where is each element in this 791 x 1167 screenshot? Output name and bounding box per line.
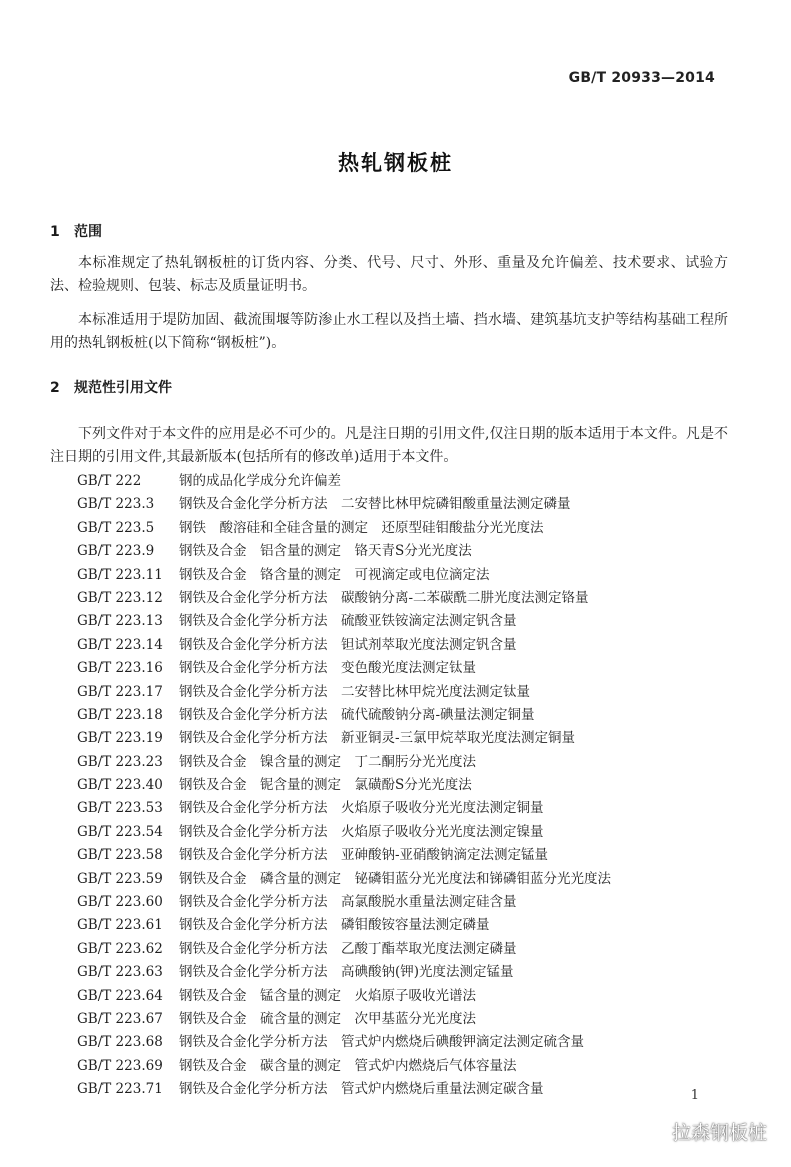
reference-title: 钢铁及合金 铬含量的测定 可视滴定或电位滴定法 xyxy=(179,566,490,583)
reference-item xyxy=(77,493,727,516)
reference-title: 钢铁及合金 磷含量的测定 铋磷钼蓝分光光度法和锑磷钼蓝分光光度法 xyxy=(179,870,611,887)
reference-code: GB/T 223.18 xyxy=(77,706,163,723)
reference-code: GB/T 223.71 xyxy=(77,1081,163,1098)
reference-title: 钢铁及合金化学分析方法 硫酸亚铁铵滴定法测定钒含量 xyxy=(179,613,517,630)
reference-title: 钢铁及合金化学分析方法 火焰原子吸收分光光度法测定铜量 xyxy=(179,800,544,817)
reference-title: 钢铁及合金化学分析方法 二安替比林甲烷磷钼酸重量法测定磷量 xyxy=(179,496,571,513)
section-1-number: 1 xyxy=(50,224,60,240)
reference-item xyxy=(77,470,727,493)
reference-code: GB/T 223.9 xyxy=(77,543,155,560)
reference-code: GB/T 223.54 xyxy=(77,823,163,840)
reference-title: 钢铁及合金化学分析方法 亚砷酸钠-亚硝酸钠滴定法测定锰量 xyxy=(179,847,549,864)
reference-item xyxy=(77,774,727,797)
reference-code: GB/T 223.40 xyxy=(77,777,163,794)
watermark-text: 拉森钢板桩 xyxy=(671,1122,767,1144)
reference-title: 钢铁及合金 锰含量的测定 火焰原子吸收光谱法 xyxy=(179,987,476,1004)
reference-title: 钢铁 酸溶硅和全硅含量的测定 还原型硅钼酸盐分光光度法 xyxy=(179,519,544,536)
reference-item xyxy=(77,517,727,540)
section-2-number: 2 xyxy=(50,380,60,396)
reference-code: GB/T 223.58 xyxy=(77,847,163,864)
reference-code: GB/T 223.67 xyxy=(77,1010,163,1027)
reference-item xyxy=(77,751,727,774)
reference-title: 钢铁及合金化学分析方法 高氯酸脱水重量法测定硅含量 xyxy=(179,894,517,911)
reference-item xyxy=(77,610,727,633)
reference-code: GB/T 223.19 xyxy=(77,730,163,747)
reference-title: 钢铁及合金化学分析方法 新亚铜灵-三氯甲烷萃取光度法测定铜量 xyxy=(179,730,576,747)
reference-item xyxy=(77,704,727,727)
reference-title: 钢铁及合金 镍含量的测定 丁二酮肟分光光度法 xyxy=(179,753,476,770)
reference-code: GB/T 223.60 xyxy=(77,894,163,911)
reference-code: GB/T 223.62 xyxy=(77,940,163,957)
reference-item xyxy=(77,844,727,867)
reference-code: GB/T 222 xyxy=(77,473,142,489)
section-2-title: 规范性引用文件 xyxy=(74,380,172,396)
reference-item xyxy=(77,727,727,750)
section-1-paragraph-1: 本标准规定了热轧钢板桩的订货内容、分类、代号、尺寸、外形、重量及允许偏差、技术要求、试验方法、检验规则、包装、标志及质量证明书。 xyxy=(50,255,728,294)
page-number: 1 xyxy=(690,1088,699,1103)
reference-item xyxy=(77,1031,727,1054)
section-1-heading xyxy=(50,221,102,241)
reference-item xyxy=(77,961,727,984)
standard-code: GB/T 20933—2014 xyxy=(568,70,715,86)
reference-code: GB/T 223.59 xyxy=(77,870,163,887)
section-2-heading xyxy=(50,377,172,397)
reference-item xyxy=(77,891,727,914)
reference-title: 钢铁及合金 碳含量的测定 管式炉内燃烧后气体容量法 xyxy=(179,1057,517,1074)
reference-title: 钢铁及合金化学分析方法 钽试剂萃取光度法测定钒含量 xyxy=(179,636,517,653)
reference-code: GB/T 223.61 xyxy=(77,917,163,934)
reference-code: GB/T 223.23 xyxy=(77,753,163,770)
reference-item xyxy=(77,868,727,891)
section-1-title: 范围 xyxy=(74,224,102,240)
reference-list xyxy=(77,470,727,1102)
reference-title: 钢铁及合金 铝含量的测定 铬天青S分光光度法 xyxy=(179,543,472,560)
reference-item xyxy=(77,938,727,961)
reference-code: GB/T 223.16 xyxy=(77,660,163,677)
reference-code: GB/T 223.3 xyxy=(77,496,155,513)
reference-title: 钢铁及合金 硫含量的测定 次甲基蓝分光光度法 xyxy=(179,1010,476,1027)
reference-code: GB/T 223.68 xyxy=(77,1034,163,1051)
reference-item xyxy=(77,1008,727,1031)
reference-code: GB/T 223.14 xyxy=(77,636,163,653)
reference-item xyxy=(77,797,727,820)
reference-code: GB/T 223.69 xyxy=(77,1057,163,1074)
reference-title: 钢铁及合金化学分析方法 碳酸钠分离-二苯碳酰二肼光度法测定铬量 xyxy=(179,589,589,606)
reference-item xyxy=(77,587,727,610)
reference-title: 钢铁及合金化学分析方法 乙酸丁酯萃取光度法测定磷量 xyxy=(179,940,517,957)
reference-item xyxy=(77,985,727,1008)
reference-item xyxy=(77,564,727,587)
reference-title: 钢铁及合金化学分析方法 管式炉内燃烧后重量法测定碳含量 xyxy=(179,1081,544,1098)
section-2-intro: 下列文件对于本文件的应用是必不可少的。凡是注日期的引用文件,仅注日期的版本适用于本文件。凡是不注日期的引用文件,其最新版本(包括所有的修改单)适用于本文件。 xyxy=(50,426,728,465)
reference-title: 钢的成品化学成分允许偏差 xyxy=(179,473,341,489)
reference-code: GB/T 223.53 xyxy=(77,800,163,817)
reference-code: GB/T 223.12 xyxy=(77,589,163,606)
reference-item xyxy=(77,634,727,657)
reference-item xyxy=(77,1055,727,1078)
watermark xyxy=(638,1118,767,1145)
reference-title: 钢铁及合金 铌含量的测定 氯磺酚S分光光度法 xyxy=(179,777,472,794)
reference-code: GB/T 223.64 xyxy=(77,987,163,1004)
reference-title: 钢铁及合金化学分析方法 变色酸光度法测定钛量 xyxy=(179,660,476,677)
wechat-icon xyxy=(638,1121,664,1143)
reference-code: GB/T 223.17 xyxy=(77,683,163,700)
reference-item xyxy=(77,540,727,563)
reference-code: GB/T 223.63 xyxy=(77,964,163,981)
reference-title: 钢铁及合金化学分析方法 二安替比林甲烷光度法测定钛量 xyxy=(179,683,530,700)
reference-title: 钢铁及合金化学分析方法 硫代硫酸钠分离-碘量法测定铜量 xyxy=(179,706,535,723)
document-title: 热轧钢板桩 xyxy=(338,151,453,175)
reference-item xyxy=(77,681,727,704)
reference-code: GB/T 223.13 xyxy=(77,613,163,630)
reference-code: GB/T 223.5 xyxy=(77,519,155,536)
reference-title: 钢铁及合金化学分析方法 火焰原子吸收分光光度法测定镍量 xyxy=(179,823,544,840)
reference-item xyxy=(77,1078,727,1101)
reference-item xyxy=(77,914,727,937)
reference-title: 钢铁及合金化学分析方法 管式炉内燃烧后碘酸钾滴定法测定硫含量 xyxy=(179,1034,584,1051)
reference-code: GB/T 223.11 xyxy=(77,566,163,583)
section-1-paragraph-2: 本标准适用于堤防加固、截流围堰等防渗止水工程以及挡土墙、挡水墙、建筑基坑支护等结构基础工程所用的热轧钢板桩(以下简称“钢板桩”)。 xyxy=(50,312,728,351)
reference-title: 钢铁及合金化学分析方法 高碘酸钠(钾)光度法测定锰量 xyxy=(179,964,514,981)
reference-item xyxy=(77,657,727,680)
reference-item xyxy=(77,821,727,844)
reference-title: 钢铁及合金化学分析方法 磷钼酸铵容量法测定磷量 xyxy=(179,917,490,934)
